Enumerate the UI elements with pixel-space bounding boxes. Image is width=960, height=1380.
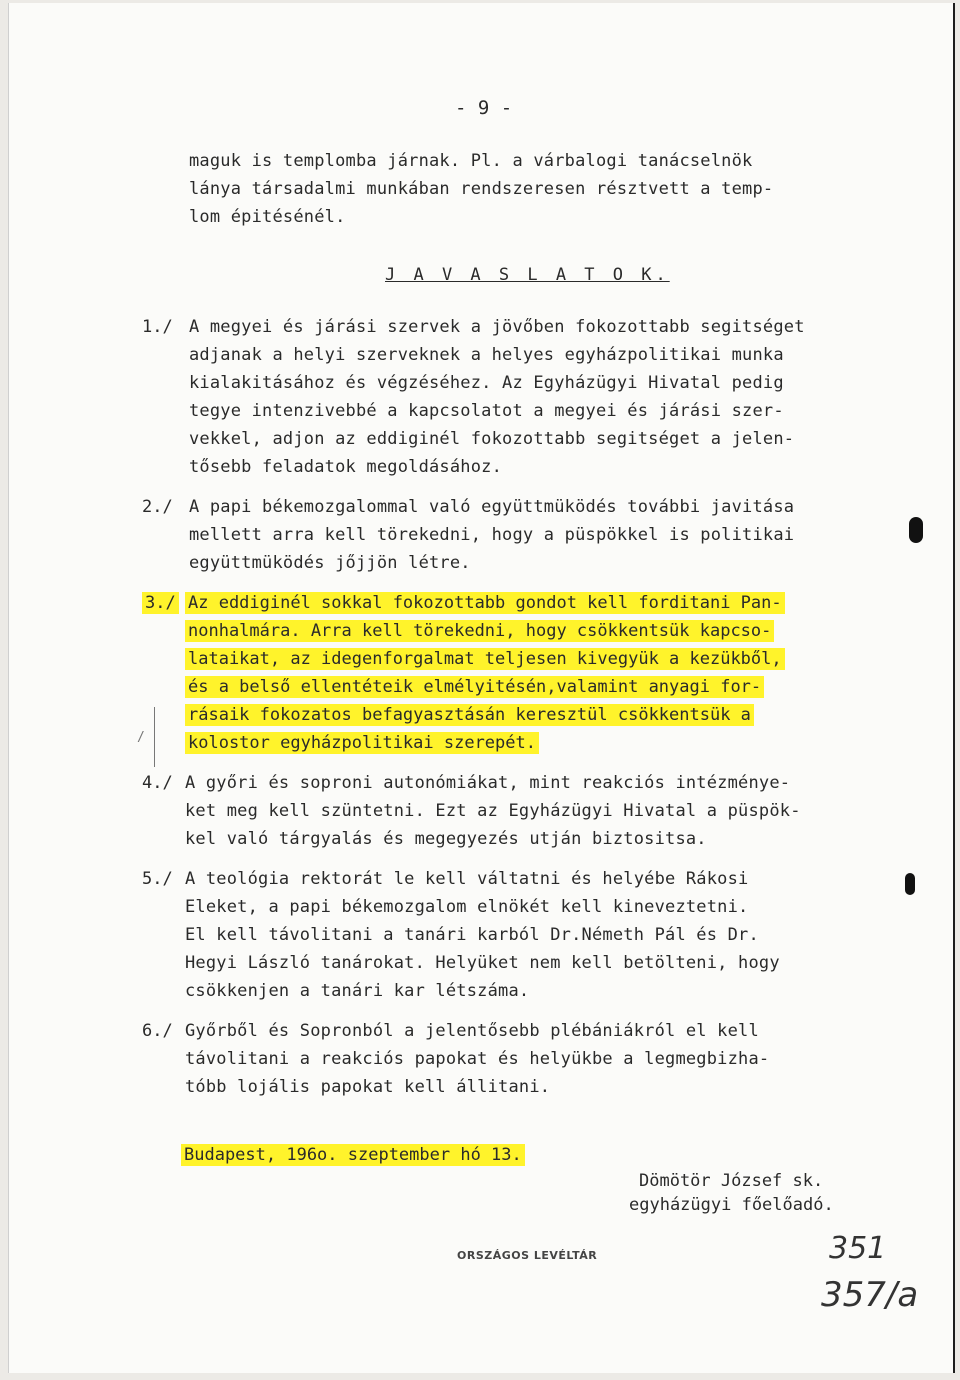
handwritten-page-number: 351 [829, 1231, 887, 1266]
item-line: Győrből és Sopronból a jelentősebb plébániákról el kell [185, 1021, 759, 1041]
item-line: tősebb feladatok megoldásához. [189, 457, 503, 477]
punch-hole-mark [909, 517, 923, 543]
item-line: adjanak a helyi szerveknek a helyes egyházpolitikai munka [189, 345, 784, 365]
item-line: ket meg kell szüntetni. Ezt az Egyházügyi Hivatal a püspök- [185, 801, 801, 821]
date-line: Budapest, 196o. szeptember hó 13. [181, 1144, 525, 1166]
archive-stamp: ORSZÁGOS LEVÉLTÁR [457, 1249, 598, 1262]
margin-line [154, 707, 155, 767]
highlighted-line: Az eddiginél sokkal fokozottabb gondot kell forditani Pan- [185, 592, 785, 614]
item-line: Hegyi László tanárokat. Helyüket nem kell betölteni, hogy [185, 953, 780, 973]
item-number: 2./ [142, 497, 173, 517]
item-line: csökkenjen a tanári kar létszáma. [185, 981, 530, 1001]
margin-tick: / [137, 730, 145, 745]
item-number: 5./ [142, 869, 173, 889]
item-number [142, 593, 179, 613]
item-line: kialakitásához és végzéséhez. Az Egyházügyi Hivatal pedig [189, 373, 784, 393]
item-number: 4./ [142, 773, 173, 793]
item-line: A megyei és járási szervek a jövőben fokozottabb segitséget [189, 317, 805, 337]
signature-name: Dömötör József sk. [639, 1171, 824, 1191]
item-line: A győri és soproni autonómiákat, mint reakciós intézménye- [185, 773, 791, 793]
highlighted-line: nonhalmára. Arra kell törekedni, hogy csökkentsük kapcso- [185, 620, 774, 642]
page-number: - 9 - [455, 97, 513, 119]
document-page [8, 3, 955, 1373]
highlighted-line: lataikat, az idegenforgalmat teljesen kivegyük a kezükből, [185, 648, 785, 670]
item-line: távolitani a reakciós papokat és helyükbe a legmegbizha- [185, 1049, 770, 1069]
item-line: A teológia rektorát le kell váltatni és helyébe Rákosi [185, 869, 749, 889]
item-number: 1./ [142, 317, 173, 337]
highlight: 3./ [142, 592, 179, 614]
item-line: együttmüködés jőjjön létre. [189, 553, 471, 573]
item-line: El kell távolitani a tanári karból Dr.Németh Pál és Dr. [185, 925, 759, 945]
handwritten-folio-number: 357/a [821, 1275, 919, 1315]
intro-line: lom épitésénél. [189, 207, 346, 227]
highlighted-line: kolostor egyházpolitikai szerepét. [185, 732, 539, 754]
item-line: A papi békemozgalommal való együttmüködés további javitása [189, 497, 795, 517]
highlighted-line: és a belső ellentéteik elmélyitésén,valamint anyagi for- [185, 676, 764, 698]
item-number: 6./ [142, 1021, 173, 1041]
item-line: kel való tárgyalás és megegyezés utján biztositsa. [185, 829, 707, 849]
item-line: vekkel, adjon az eddiginél fokozottabb segitséget a jelen- [189, 429, 795, 449]
signature-title: egyházügyi főelőadó. [629, 1195, 834, 1215]
highlighted-line: rásaik fokozatos befagyasztásán keresztül csökkentsük a [185, 704, 754, 726]
item-line: mellett arra kell törekedni, hogy a püspökkel is politikai [189, 525, 795, 545]
item-line: Eleket, a papi békemozgalom elnökét kell kineveztetni. [185, 897, 749, 917]
item-line: tegye intenzivebbé a kapcsolatot a megyei és járási szer- [189, 401, 784, 421]
section-heading: J A V A S L A T O K. [385, 265, 670, 285]
punch-hole-mark [905, 873, 915, 895]
item-line: tóbb lojális papokat kell állitani. [185, 1077, 551, 1097]
intro-line: maguk is templomba járnak. Pl. a várbalogi tanácselnök [189, 151, 753, 171]
intro-line: lánya társadalmi munkában rendszeresen résztvett a temp- [189, 179, 774, 199]
